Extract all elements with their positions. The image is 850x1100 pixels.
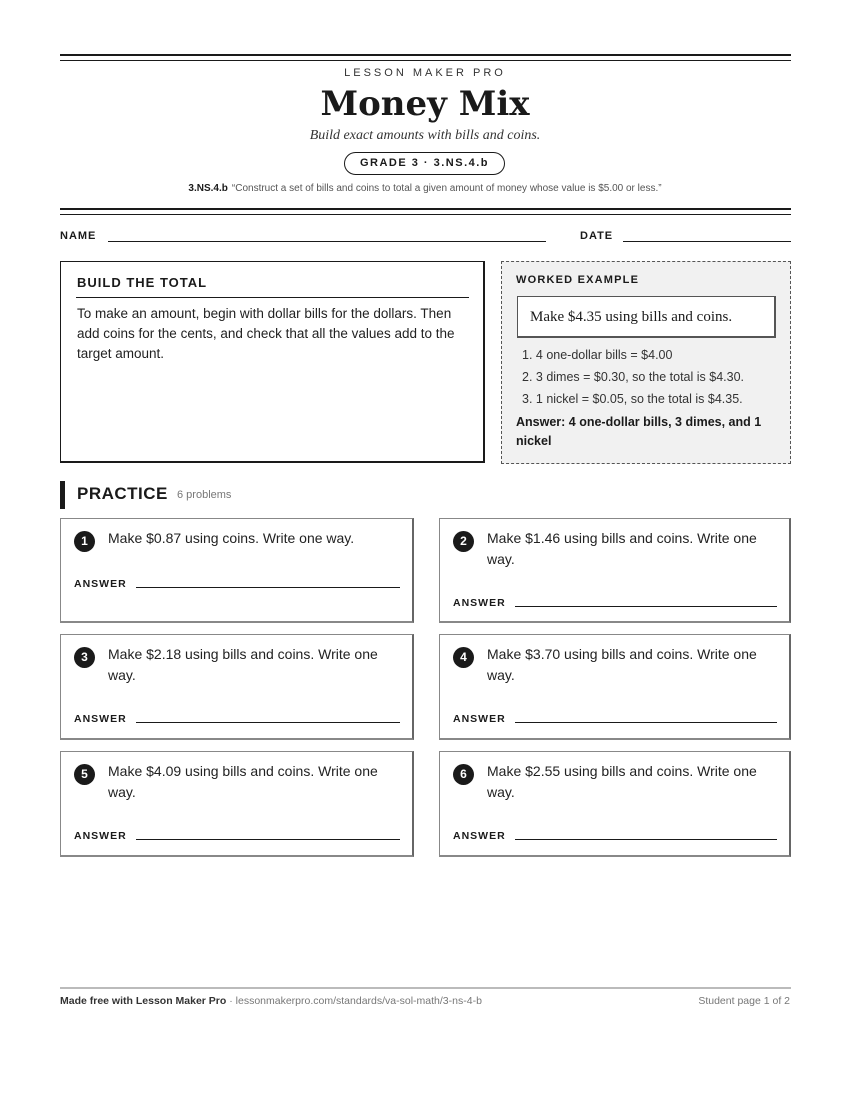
page-title: Money Mix — [320, 84, 530, 124]
practice-title: PRACTICE — [77, 484, 168, 503]
problem-number: 1 — [74, 531, 95, 552]
worked-example-answer: Answer: 4 one-dollar bills, 3 dimes, and 1 nickel — [516, 415, 762, 448]
page-subtitle: Build exact amounts with bills and coins. — [309, 128, 541, 143]
problem-card-3 — [60, 634, 414, 740]
header-bottom-rule — [60, 208, 791, 215]
problem-card-2 — [439, 518, 791, 623]
date-label: DATE — [580, 230, 614, 242]
answer-field[interactable] — [136, 722, 400, 723]
answer-field[interactable] — [515, 722, 777, 723]
answer-label: ANSWER — [74, 578, 127, 590]
top-rule — [60, 54, 791, 61]
standard-line — [0, 183, 850, 194]
brand-name: LESSON MAKER PRO — [344, 67, 506, 79]
answer-label: ANSWER — [453, 830, 506, 842]
standard-text: “Construct a set of bills and coins to total a given amount of money whose value is $5.00 or less.” — [231, 183, 662, 194]
name-field[interactable] — [108, 241, 546, 242]
answer-field[interactable] — [515, 606, 777, 607]
worked-example-title: WORKED EXAMPLE — [516, 274, 640, 286]
answer-label: ANSWER — [74, 713, 127, 725]
problem-text: Make $2.55 using bills and coins. Write one way. — [487, 763, 757, 800]
practice-count: 6 problems — [177, 489, 232, 501]
answer-field[interactable] — [136, 587, 400, 588]
problem-text: Make $4.09 using bills and coins. Write one way. — [108, 763, 378, 800]
problem-number: 6 — [453, 764, 474, 785]
name-label: NAME — [60, 230, 97, 242]
practice-accent-bar — [60, 481, 65, 509]
worked-step: 3. 1 nickel = $0.05, so the total is $4.35. — [522, 392, 743, 406]
answer-label: ANSWER — [453, 597, 506, 609]
footer-page-number: Student page 1 of 2 — [698, 995, 790, 1007]
worked-example-panel — [501, 261, 791, 464]
worked-example-steps — [522, 346, 744, 412]
answer-label: ANSWER — [453, 713, 506, 725]
build-divider — [76, 297, 469, 298]
problem-card-4 — [439, 634, 791, 740]
date-field[interactable] — [623, 241, 791, 242]
problem-number: 2 — [453, 531, 474, 552]
worked-step: 2. 3 dimes = $0.30, so the total is $4.30. — [522, 370, 745, 384]
problem-card-5 — [60, 751, 414, 857]
problem-text: Make $3.70 using bills and coins. Write one way. — [487, 646, 757, 683]
grade-badge: GRADE 3 · 3.NS.4.b — [344, 152, 505, 175]
problem-number: 3 — [74, 647, 95, 668]
worked-example-prompt: Make $4.35 using bills and coins. — [517, 296, 776, 338]
footer-credit — [60, 995, 482, 1007]
build-title: BUILD THE TOTAL — [77, 275, 208, 290]
worked-step: 1. 4 one-dollar bills = $4.00 — [522, 348, 673, 362]
problem-text: Make $0.87 using coins. Write one way. — [108, 530, 355, 546]
problem-text: Make $2.18 using bills and coins. Write one way. — [108, 646, 378, 683]
problem-number: 5 — [74, 764, 95, 785]
build-instructions: To make an amount, begin with dollar bills for the dollars. Then add coins for the cents, and check that all the values add to the target amount. — [77, 306, 455, 361]
footer-rule — [60, 987, 791, 989]
answer-field[interactable] — [515, 839, 777, 840]
problem-number: 4 — [453, 647, 474, 668]
problem-card-1 — [60, 518, 414, 623]
answer-field[interactable] — [136, 839, 400, 840]
standard-code: 3.NS.4.b — [188, 183, 228, 194]
answer-label: ANSWER — [74, 830, 127, 842]
footer-url[interactable]: · lessonmakerpro.com/standards/va-sol-math/3-ns-4-b — [226, 995, 482, 1007]
problem-text: Make $1.46 using bills and coins. Write one way. — [487, 530, 757, 567]
footer-made-with: Made free with Lesson Maker Pro — [60, 995, 227, 1007]
problem-card-6 — [439, 751, 791, 857]
build-the-total-panel — [60, 261, 485, 463]
